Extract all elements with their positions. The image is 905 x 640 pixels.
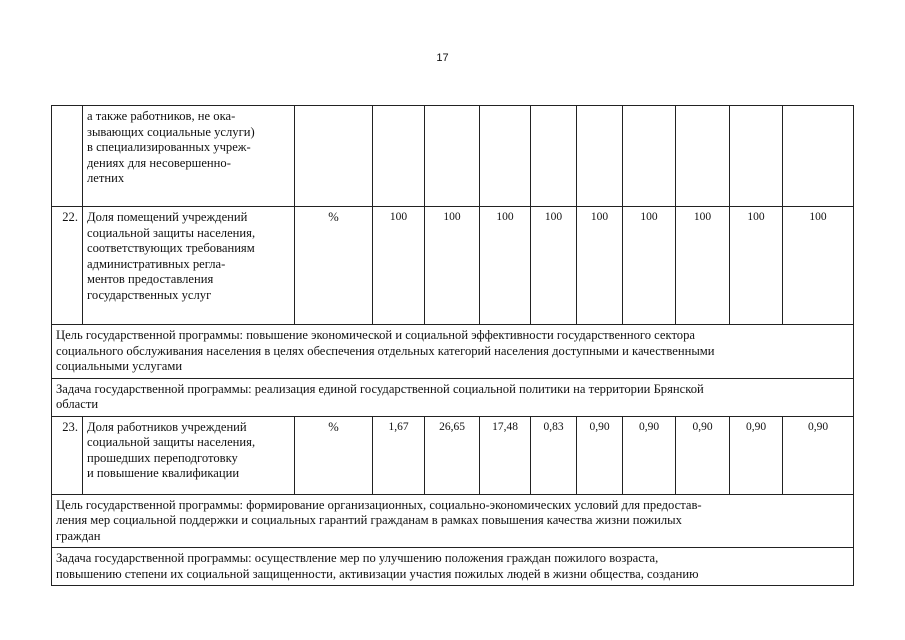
value-cell: 100 bbox=[783, 207, 854, 325]
section-text bbox=[52, 494, 854, 548]
indicator-name-line: Доля работников учреждений bbox=[87, 419, 247, 434]
indicator-name-line: и повышение квалификации bbox=[87, 466, 240, 480]
unit-cell: % bbox=[295, 416, 373, 494]
section-line: ления мер социальной поддержки и социальных гарантий гражданам в рамках повышения качества жизни пожилых bbox=[56, 513, 682, 527]
indicator-name-line: летних bbox=[87, 171, 125, 185]
value-cell: 17,48 bbox=[480, 416, 531, 494]
indicator-name-line: прошедших переподготовку bbox=[87, 450, 238, 465]
section-line: Цель государственной программы: формирование организационных, социально-экономических условий для предостав- bbox=[56, 497, 702, 512]
indicator-name-line: зывающих социальные услуги) bbox=[87, 124, 255, 139]
indicators-table bbox=[51, 105, 854, 586]
section-text bbox=[52, 378, 854, 416]
value-cell bbox=[783, 106, 854, 207]
indicator-name-line: Доля помещений учреждений bbox=[87, 210, 248, 224]
unit-cell bbox=[295, 106, 373, 207]
section-row bbox=[52, 325, 854, 379]
table-row bbox=[52, 207, 854, 325]
section-line: социальными услугами bbox=[56, 359, 183, 373]
value-cell: 0,90 bbox=[676, 416, 730, 494]
value-cell: 1,67 bbox=[373, 416, 425, 494]
value-cell bbox=[623, 106, 676, 207]
value-cell: 0,83 bbox=[531, 416, 577, 494]
section-line: Задача государственной программы: осуществление мер по улучшению положения граждан пожилого возраста, bbox=[56, 551, 659, 565]
value-cell: 100 bbox=[676, 207, 730, 325]
section-text bbox=[52, 325, 854, 379]
section-line: социального обслуживания населения в целях обеспечения отдельных категорий населения доступными и качественными bbox=[56, 343, 715, 358]
row-number: 22. bbox=[52, 207, 83, 325]
section-line: области bbox=[56, 397, 99, 411]
value-cell bbox=[676, 106, 730, 207]
value-cell bbox=[730, 106, 783, 207]
indicator-name-line: в специализированных учреж- bbox=[87, 140, 251, 154]
indicator-name-line: соответствующих требованиям bbox=[87, 241, 255, 255]
value-cell: 0,90 bbox=[577, 416, 623, 494]
indicator-name-line: социальной защиты населения, bbox=[87, 435, 256, 449]
section-line: граждан bbox=[56, 528, 101, 543]
value-cell bbox=[480, 106, 531, 207]
value-cell bbox=[577, 106, 623, 207]
table-row bbox=[52, 416, 854, 494]
value-cell: 100 bbox=[373, 207, 425, 325]
section-line: Задача государственной программы: реализация единой государственной социальной политики на территории Брянской bbox=[56, 381, 704, 396]
table-row bbox=[52, 106, 854, 207]
indicator-name bbox=[83, 106, 295, 207]
indicator-name-line: социальной защиты населения, bbox=[87, 225, 256, 240]
value-cell: 0,90 bbox=[783, 416, 854, 494]
indicator-name bbox=[83, 207, 295, 325]
indicator-name-line: административных регла- bbox=[87, 256, 226, 271]
page-number: 17 bbox=[436, 52, 449, 64]
indicator-name-line: ментов предоставления bbox=[87, 272, 214, 286]
section-row bbox=[52, 378, 854, 416]
value-cell: 0,90 bbox=[623, 416, 676, 494]
section-text bbox=[52, 548, 854, 586]
indicator-name bbox=[83, 416, 295, 494]
value-cell bbox=[425, 106, 480, 207]
value-cell bbox=[531, 106, 577, 207]
indicator-name-line: государственных услуг bbox=[87, 287, 212, 302]
section-row bbox=[52, 548, 854, 586]
value-cell: 100 bbox=[577, 207, 623, 325]
value-cell: 100 bbox=[425, 207, 480, 325]
indicator-name-line: дениях для несовершенно- bbox=[87, 155, 231, 170]
value-cell: 100 bbox=[531, 207, 577, 325]
row-number: 23. bbox=[52, 416, 83, 494]
value-cell: 100 bbox=[623, 207, 676, 325]
value-cell: 0,90 bbox=[730, 416, 783, 494]
unit-cell: % bbox=[295, 207, 373, 325]
row-number bbox=[52, 106, 83, 207]
value-cell: 26,65 bbox=[425, 416, 480, 494]
section-row bbox=[52, 494, 854, 548]
value-cell: 100 bbox=[480, 207, 531, 325]
section-line: повышению степени их социальной защищенности, активизации участия пожилых людей в жизни общества, созданию bbox=[56, 566, 699, 581]
value-cell bbox=[373, 106, 425, 207]
indicator-name-line: а также работников, не ока- bbox=[87, 109, 236, 123]
value-cell: 100 bbox=[730, 207, 783, 325]
section-line: Цель государственной программы: повышение экономической и социальной эффективности государственного сектора bbox=[56, 328, 695, 342]
